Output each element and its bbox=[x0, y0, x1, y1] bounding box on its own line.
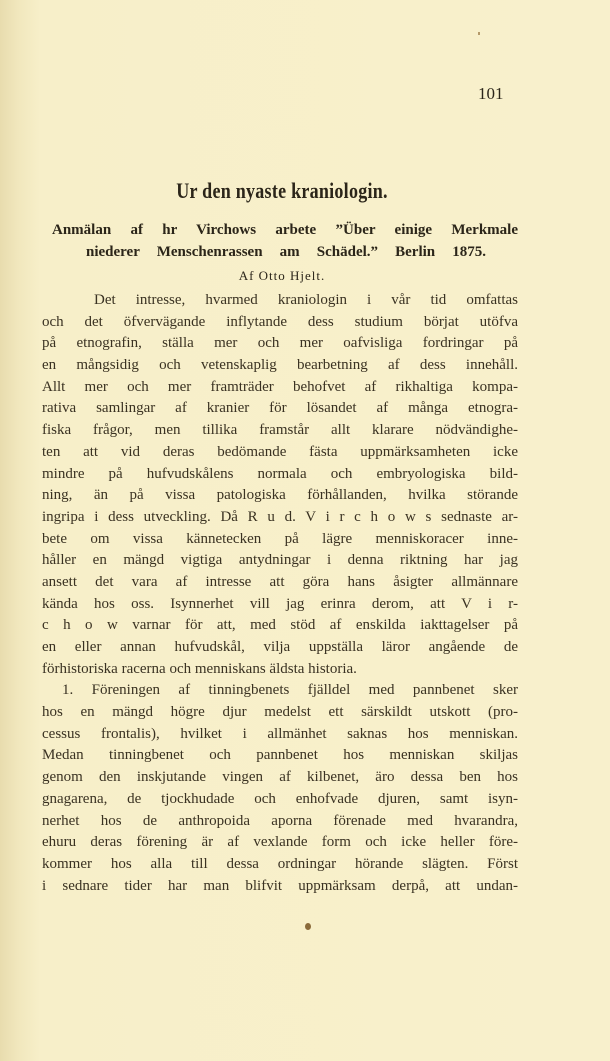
text-line: mindre på hufvudskålens normala och embryologiska bild- bbox=[42, 465, 518, 482]
text-line: ingripa i dess utveckling. Då R u d. V i r c h o w s sednaste ar- bbox=[42, 508, 518, 525]
text-line: Allt mer och mer framträder behofvet af rikhaltiga kompa- bbox=[42, 378, 518, 395]
text-line: en mångsidig och vetenskaplig bearbetning af dess innehåll. bbox=[42, 357, 518, 374]
text-line: och det öfvervägande inflytande dess studium börjat utöfva bbox=[42, 313, 518, 330]
text-line: ansett det vara af intresse att göra hans åsigter allmännare bbox=[42, 573, 518, 590]
text-line: genom den inskjutande vingen af kilbenet, äro dessa ben hos bbox=[42, 769, 518, 786]
text-line: nerhet hos de anthropoida aporna förenade med hvarandra, bbox=[42, 812, 518, 829]
text-line: cessus frontalis), hvilket i allmänhet saknas hos menniskan. bbox=[42, 725, 518, 742]
byline: Af Otto Hjelt. bbox=[238, 268, 326, 283]
subtitle-line: Anmälan af hr Virchows arbete ”Über einige Merkmale bbox=[52, 222, 518, 238]
text-line: i sednare tider har man blifvit uppmärksam derpå, att undan- bbox=[42, 877, 518, 894]
text-line: förhistoriska racerna och menniskans äldsta historia. bbox=[42, 660, 357, 677]
text-line: hos en mängd högre djur medelst ett särskildt utskott (pro- bbox=[42, 704, 518, 721]
text-line: fiska frågor, men tillika framstår allt klarare nödvändighe- bbox=[42, 422, 518, 439]
text-line: ning, än på vissa patologiska förhållanden, hvilka störande bbox=[42, 487, 518, 504]
text-line: kommer hos alla till dessa ordningar hörande slägten. Först bbox=[42, 855, 518, 872]
text-line: bete om vissa kännetecken på lägre menniskoracer inne- bbox=[42, 530, 518, 547]
text-line: gnagarena, de tjockhudade och enhofvade djuren, samt isyn- bbox=[42, 790, 518, 807]
paper-speck bbox=[478, 32, 480, 35]
page-number: 101 bbox=[478, 84, 504, 103]
subtitle-line: niederer Menschenrassen am Schädel.” Berlin 1875. bbox=[86, 244, 486, 260]
text-line: kända hos oss. Isynnerhet vill jag erinra derom, att V i r- bbox=[42, 595, 518, 612]
text-line: c h o w varnar för att, med stöd af enskilda iakttagelser på bbox=[42, 617, 518, 634]
ink-blot bbox=[305, 923, 311, 930]
article-title: Ur den nyaste kraniologin. bbox=[176, 178, 388, 203]
text-line: Det intresse, hvarmed kraniologin i vår tid omfattas bbox=[94, 292, 518, 308]
text-line: 1. Föreningen af tinningbenets fjälldel med pannbenet sker bbox=[62, 682, 518, 699]
text-line: Medan tinningbenet och pannbenet hos menniskan skiljas bbox=[42, 747, 518, 764]
body-text bbox=[42, 290, 518, 897]
text-line: ehuru deras förening är af vexlande form och icke heller före- bbox=[42, 834, 518, 851]
text-line: rativa samlingar af kranier för lösandet af många etnogra- bbox=[42, 400, 518, 417]
text-line: en eller annan hufvudskål, vilja uppställa läror angående de bbox=[42, 639, 518, 655]
text-line: på etnografin, ställa mer och mer oafvisliga fordringar på bbox=[42, 335, 518, 352]
text-line: ten att vid deras bedömande fästa uppmärksamheten icke bbox=[42, 443, 518, 460]
text-line: håller en mängd vigtiga antydningar i denna riktning har jag bbox=[42, 552, 518, 569]
